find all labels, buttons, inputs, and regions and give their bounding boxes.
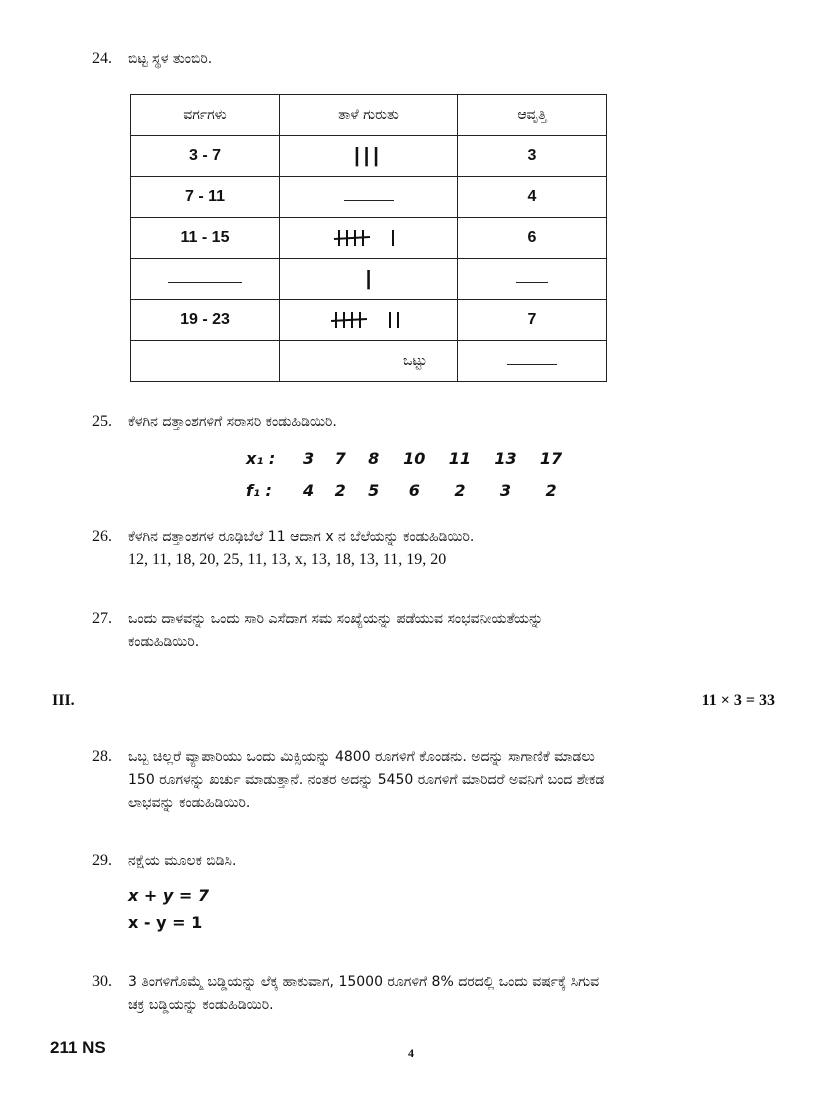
- section-marks: 11 × 3 = 33: [701, 692, 775, 709]
- page-number: 4: [408, 1046, 414, 1060]
- tally-cell: [280, 177, 458, 218]
- table-row: [131, 300, 607, 341]
- q26-text: ಕೆಳಗಿನ ದತ್ತಾಂಶಗಳ ರೂಢಿಬೆಲೆ 11 ಆದಾಗ x ನ ಬೆಲೆಯನ್ನು ಕಂಡುಹಿಡಿಯಿರಿ.: [128, 529, 475, 545]
- q25-text: ಕೆಳಗಿನ ದತ್ತಾಂಶಗಳಿಗೆ ಸರಾಸರಿ ಕಂಡುಹಿಡಿಯಿರಿ.: [128, 414, 337, 430]
- frequency-cell: 4: [458, 177, 607, 218]
- q27-number: 27.: [92, 610, 112, 627]
- f-value: 6: [408, 481, 420, 500]
- class-cell: 11 - 15: [131, 218, 280, 259]
- tally-five-icon: [331, 310, 371, 330]
- x-value: 17: [539, 449, 563, 468]
- q24-number: 24.: [92, 50, 112, 67]
- q28-line1: ಒಬ್ಬ ಚಿಲ್ಲರೆ ವ್ಯಾಪಾರಿಯು ಒಂದು ಮಿಕ್ಸಿಯನ್ನು 4800 ರೂಗಳಿಗೆ ಕೊಂಡನು. ಅದನ್ನು ಸಾಗಾಣಿಕೆ ಮಾಡಲು: [128, 749, 595, 765]
- blank-line: [168, 270, 242, 283]
- header-tally: ತಾಳೆ ಗುರುತು: [280, 95, 458, 136]
- q26-number: 26.: [92, 528, 112, 545]
- table-header-row: [131, 95, 607, 136]
- q28-line3: ಲಾಭವನ್ನು ಕಂಡುಹಿಡಿಯಿರಿ.: [128, 795, 251, 811]
- q29-eq1: x + y = 7: [128, 886, 209, 905]
- table-row: [131, 218, 607, 259]
- f-value: 2: [334, 481, 346, 500]
- tally-one-icon: [379, 228, 403, 248]
- x-value: 13: [494, 449, 517, 468]
- tally-five-mark: [331, 310, 371, 330]
- header-classes: ವರ್ಗಗಳು: [131, 95, 280, 136]
- f-value: 3: [499, 481, 512, 500]
- tally-extra: [379, 228, 403, 248]
- tally-cell: [280, 259, 458, 300]
- class-cell: 3 - 7: [131, 136, 280, 177]
- frequency-cell: [458, 259, 607, 300]
- q25-number: 25.: [92, 413, 112, 430]
- q28-number: 28.: [92, 748, 112, 765]
- tally-two-icon: [376, 310, 406, 330]
- class-cell: [131, 259, 280, 300]
- tally-marks: |: [365, 267, 372, 290]
- q29-number: 29.: [92, 852, 112, 869]
- tally-cell: [280, 300, 458, 341]
- blank-line: [344, 188, 394, 201]
- table-row: [131, 177, 607, 218]
- total-label: ಒಟ್ಟು: [280, 341, 458, 382]
- frequency-table: [130, 94, 607, 382]
- paper-code: 211 NS: [50, 1038, 106, 1057]
- frequency-cell: 3: [458, 136, 607, 177]
- tally-cell: [280, 218, 458, 259]
- class-cell: 19 - 23: [131, 300, 280, 341]
- q29-eq2: x - y = 1: [128, 913, 203, 932]
- table-row: [131, 136, 607, 177]
- x-value: 8: [368, 449, 380, 468]
- frequency-cell: 6: [458, 218, 607, 259]
- tally-marks: |||: [354, 144, 383, 167]
- q30-line2: ಚಕ್ರ ಬಡ್ಡಿಯನ್ನು ಕಂಡುಹಿಡಿಯಿರಿ.: [128, 997, 274, 1013]
- f-label: f₁ :: [246, 481, 272, 500]
- q26-data: 12, 11, 18, 20, 25, 11, 13, x, 13, 18, 13, 11, 19, 20: [128, 551, 447, 568]
- blank-line: [516, 270, 548, 283]
- f-value: 5: [368, 481, 380, 500]
- header-frequency: ಆವೃತ್ತಿ: [458, 95, 607, 136]
- tally-five-mark: [334, 228, 374, 248]
- q30-number: 30.: [92, 973, 112, 990]
- tally-five-icon: [334, 228, 374, 248]
- x-value: 3: [303, 449, 315, 468]
- q30-line1: 3 ತಿಂಗಳಿಗೊಮ್ಮೆ ಬಡ್ಡಿಯನ್ನು ಲೆಕ್ಕ ಹಾಕುವಾಗ, 15000 ರೂಗಳಿಗೆ 8% ದರದಲ್ಲಿ ಒಂದು ವರ್ಷಕ್ಕೆ ಸಿಗುವ: [128, 974, 600, 990]
- f-values-row: [246, 481, 571, 500]
- f-value: 2: [545, 481, 557, 500]
- table-row: [131, 259, 607, 300]
- x-label: x₁ :: [246, 449, 276, 468]
- q27-line2: ಕಂಡುಹಿಡಿಯಿರಿ.: [128, 634, 200, 650]
- q27-line1: ಒಂದು ದಾಳವನ್ನು ಒಂದು ಸಾರಿ ಎಸೆದಾಗ ಸಮ ಸಂಖ್ಯೆಯನ್ನು ಪಡೆಯುವ ಸಂಭವನೀಯತೆಯನ್ನು: [128, 611, 544, 627]
- q28-line2: 150 ರೂಗಳನ್ನು ಖರ್ಚು ಮಾಡುತ್ತಾನೆ. ನಂತರ ಅದನ್ನು 5450 ರೂಗಳಿಗೆ ಮಾರಿದರೆ ಅವನಿಗೆ ಬಂದ ಶೇಕಡ: [128, 772, 605, 788]
- table-total-row: [131, 341, 607, 382]
- total-cell: [458, 341, 607, 382]
- x-value: 11: [448, 449, 472, 468]
- blank-line: [507, 352, 557, 365]
- q29-text: ನಕ್ಷೆಯ ಮೂಲಕ ಬಿಡಿಸಿ.: [128, 853, 237, 869]
- f-value: 2: [454, 481, 466, 500]
- x-value: 7: [334, 449, 346, 468]
- class-cell: 7 - 11: [131, 177, 280, 218]
- tally-extra: [376, 310, 406, 330]
- tally-cell: [280, 136, 458, 177]
- x-values-row: [246, 449, 571, 468]
- section-label: III.: [52, 692, 75, 709]
- empty-cell: [131, 341, 280, 382]
- f-value: 4: [303, 481, 315, 500]
- q24-text: ಬಿಟ್ಟ ಸ್ಥಳ ತುಂಬಿರಿ.: [128, 51, 213, 67]
- x-value: 10: [403, 449, 426, 468]
- frequency-cell: 7: [458, 300, 607, 341]
